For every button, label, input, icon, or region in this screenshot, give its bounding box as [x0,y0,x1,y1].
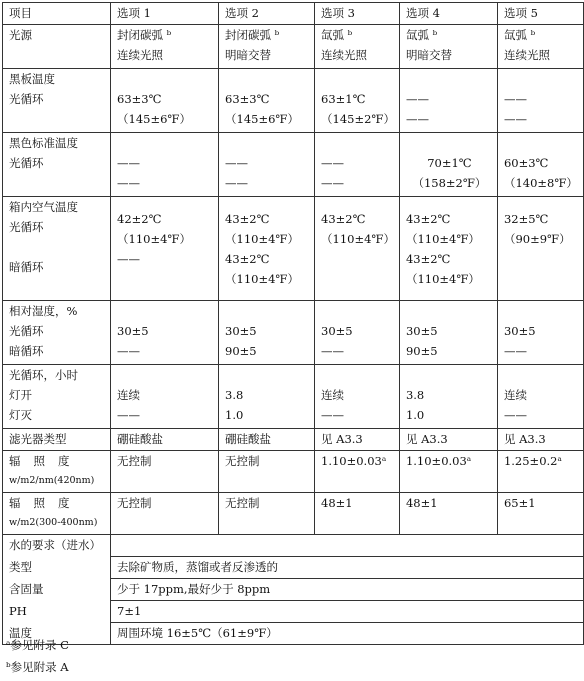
humidity-row [3,301,584,365]
irradiance-300-400-cell-4 [399,493,497,535]
filter-label: 滤光器类型 [9,432,67,446]
black-standard-3-line-2: —— [321,176,344,190]
header-option-4 [399,3,497,25]
chamber-air-cell-1 [111,197,219,301]
water-solids-label: 含固量 [9,581,44,596]
footnote-b: ᵇ参见附录 A [6,660,69,674]
black-standard-cell-1 [111,133,219,197]
humidity-cell-2 [219,301,315,365]
black-panel-cell-1 [111,69,219,133]
chamber-air-title: 箱内空气温度 [9,200,78,214]
water-solids-row [3,579,584,601]
irradiance-420-3-value: 1.10±0.03ᵃ [321,454,387,468]
header-item [3,3,111,25]
chamber-air-3-celsius: 43±2℃ [321,212,366,226]
humidity-3-light: 30±5 [321,324,353,338]
light-source-cell-3 [315,25,400,69]
irradiance-420-cell-5 [497,451,583,493]
humidity-5-dark: —— [503,344,527,358]
chamber-air-2-dark-fahrenheit: （110±4℉） [225,272,299,286]
irradiance-300-400-2-value: 无控制 [225,496,260,510]
black-standard-cell-5 [497,133,583,197]
black-standard-5-celsius: 60±3℃ [503,156,549,170]
black-standard-1-line-2: —— [117,176,140,190]
black-panel-1-celsius: 63±3℃ [117,92,162,106]
cycle-cell-5 [497,365,583,429]
black-panel-5-line-2: —— [503,112,527,126]
irradiance-420-2-value: 无控制 [225,454,260,468]
water-ph-label: PH [9,603,27,618]
chamber-air-cell-4 [399,197,497,301]
irradiance-300-400-cell-2 [219,493,315,535]
light-source-cell-4 [399,25,497,69]
humidity-2-light: 30±5 [225,324,257,338]
header-row [3,3,584,25]
water-temp-value: 周围环境 16±5℃（61±9℉） [117,626,278,640]
black-standard-4-celsius: 70±1℃ [427,156,472,170]
irradiance-420-cell-1 [111,451,219,493]
light-source-5-line-1: 氙弧 ᵇ [503,28,536,42]
chamber-air-1-celsius: 42±2℃ [117,212,162,226]
irradiance-300-400-4-value: 48±1 [405,496,438,510]
black-standard-sub: 光循环 [9,156,44,170]
humidity-sub-light: 光循环 [9,324,44,338]
black-standard-5-fahrenheit: （140±8℉） [503,176,578,190]
cycle-cell-1 [111,365,219,429]
black-panel-3-celsius: 63±1℃ [321,92,366,106]
chamber-air-cell-2 [219,197,315,301]
filter-cell-1 [111,429,219,451]
humidity-title: 相对湿度，% [9,304,78,318]
light-source-4-line-2: 明暗交替 [405,48,452,62]
chamber-air-4-dark-fahrenheit: （110±4℉） [405,272,480,286]
light-source-2-line-2: 明暗交替 [225,48,271,62]
chamber-air-2-light-fahrenheit: （110±4℉） [225,232,299,246]
humidity-cell-4 [399,301,497,365]
test-conditions-table [2,2,584,645]
irradiance-420-cell-3 [315,451,400,493]
header-option-5 [497,3,583,25]
chamber-air-cell-3 [315,197,400,301]
chamber-air-sub-light: 光循环 [9,220,44,234]
black-panel-cell-4 [399,69,497,133]
light-source-1-line-2: 连续光照 [117,48,163,62]
light-source-4-line-1: 氙弧 ᵇ [405,28,438,42]
humidity-sub-dark: 暗循环 [9,344,44,358]
black-standard-label-cell [3,133,111,197]
chamber-air-spacer [9,237,106,257]
header-option-3 [315,3,400,25]
light-source-5-line-2: 连续光照 [503,48,550,62]
light-source-cell-1 [111,25,219,69]
chamber-air-2-dark-celsius: 43±2℃ [225,252,270,266]
black-panel-4-line-1: —— [405,92,429,106]
irradiance-300-400-cell-5 [497,493,583,535]
cycle-sub-on: 灯开 [9,388,32,402]
black-panel-2-celsius: 63±3℃ [225,92,270,106]
water-type-label: 类型 [9,559,32,574]
black-panel-cell-5 [497,69,583,133]
water-ph-label-cell [3,601,111,623]
humidity-1-light: 30±5 [117,324,149,338]
black-standard-4-fahrenheit: （158±2℉） [412,176,487,190]
header-option-5-label: 选项 5 [503,6,538,20]
light-source-label: 光源 [9,28,32,42]
header-option-4-label: 选项 4 [405,6,440,20]
light-source-3-line-1: 氙弧 ᵇ [321,28,353,42]
cycle-3-on: 连续 [321,388,344,402]
footnotes [6,634,69,678]
cycle-1-off: —— [117,408,140,422]
chamber-air-5-fahrenheit: （90±9℉） [503,232,571,246]
humidity-2-dark: 90±5 [225,344,257,358]
chamber-air-2-light-celsius: 43±2℃ [225,212,270,226]
cycle-cell-2 [219,365,315,429]
header-option-3-label: 选项 3 [321,6,355,20]
water-title: 水的要求（进水） [9,538,101,552]
water-type-value-cell [111,557,584,579]
filter-cell-3 [315,429,400,451]
black-standard-cell-2 [219,133,315,197]
irradiance-420-5-value: 1.25±0.2ᵃ [503,454,562,468]
cycle-sub-off: 灯灭 [9,408,32,422]
chamber-air-1-dark: —— [117,252,140,266]
light-source-3-line-2: 连续光照 [321,48,367,62]
light-source-2-line-1: 封闭碳弧 ᵇ [225,28,280,42]
water-solids-value-cell [111,579,584,601]
irradiance-420-label: 辐照度 [9,454,83,468]
water-ph-value: 7±1 [117,604,142,618]
black-standard-2-line-1: —— [225,156,248,170]
irradiance-300-400-row [3,493,584,535]
cycle-5-on: 连续 [503,388,527,402]
black-panel-4-line-2: —— [405,112,429,126]
filter-4-value: 见 A3.3 [405,432,448,446]
black-standard-2-line-2: —— [225,176,248,190]
light-source-cell-5 [497,25,583,69]
black-panel-row [3,69,584,133]
humidity-3-dark: —— [321,344,344,358]
black-standard-1-line-1: —— [117,156,140,170]
black-standard-3-line-1: —— [321,156,344,170]
irradiance-420-row [3,451,584,493]
water-title-row [3,535,584,557]
black-panel-5-line-1: —— [503,92,527,106]
black-panel-2-fahrenheit: （145±6℉） [225,112,299,126]
irradiance-300-400-cell-1 [111,493,219,535]
chamber-air-4-light-fahrenheit: （110±4℉） [405,232,480,246]
irradiance-420-1-value: 无控制 [117,454,152,468]
cycle-title: 光循环，小时 [9,368,78,382]
water-ph-row [3,601,584,623]
cycle-3-off: —— [321,408,344,422]
water-title-blank [111,535,584,557]
filter-3-value: 见 A3.3 [321,432,363,446]
cycle-4-off: 1.0 [405,408,425,422]
irradiance-300-400-3-value: 48±1 [321,496,353,510]
filter-1-value: 硼硅酸盐 [117,432,163,446]
black-panel-cell-3 [315,69,400,133]
humidity-4-light: 30±5 [405,324,438,338]
cycle-2-off: 1.0 [225,408,244,422]
irradiance-300-400-label: 辐照度 [9,496,83,510]
black-panel-sub: 光循环 [9,92,44,106]
irradiance-420-cell-4 [399,451,497,493]
chamber-air-1-fahrenheit: （110±4℉） [117,232,191,246]
water-solids-label-cell [3,579,111,601]
light-source-cell-2 [219,25,315,69]
water-title-cell [3,535,111,557]
irradiance-300-400-unit: w/m2(300-400nm) [9,517,98,528]
cycle-4-on: 3.8 [405,388,425,402]
water-type-label-cell [3,557,111,579]
water-temp-row [3,623,584,645]
black-standard-cell-4 [399,133,497,197]
light-source-label-cell [3,25,111,69]
header-option-1-label: 选项 1 [117,6,151,20]
water-type-row [3,557,584,579]
irradiance-300-400-cell-3 [315,493,400,535]
irradiance-420-unit: w/m2/nm(420nm) [9,475,95,486]
header-option-2-label: 选项 2 [225,6,259,20]
humidity-1-dark: —— [117,344,140,358]
black-panel-title: 黑板温度 [9,72,55,86]
cycle-2-on: 3.8 [225,388,244,402]
chamber-air-row [3,197,584,301]
chamber-air-3-fahrenheit: （110±4℉） [321,232,395,246]
black-panel-3-fahrenheit: （145±2℉） [321,112,395,126]
chamber-air-5-celsius: 32±5℃ [503,212,549,226]
chamber-air-cell-5 [497,197,583,301]
header-item-label: 项目 [9,6,32,20]
humidity-label-cell [3,301,111,365]
cycle-cell-3 [315,365,400,429]
irradiance-300-400-label-cell [3,493,111,535]
filter-row [3,429,584,451]
header-option-1 [111,3,219,25]
chamber-air-label-cell [3,197,111,301]
water-solids-value: 少于 17ppm,最好少于 8ppm [117,582,271,596]
irradiance-300-400-5-value: 65±1 [503,496,536,510]
filter-cell-2 [219,429,315,451]
humidity-cell-5 [497,301,583,365]
black-panel-cell-2 [219,69,315,133]
water-type-value: 去除矿物质，蒸馏或者反渗透的 [117,560,278,574]
irradiance-420-cell-2 [219,451,315,493]
humidity-5-light: 30±5 [503,324,536,338]
cycle-5-off: —— [503,408,527,422]
water-temp-value-cell [111,623,584,645]
footnote-a: ᵃ参见附录 C [6,638,69,652]
humidity-4-dark: 90±5 [405,344,438,358]
header-option-2 [219,3,315,25]
filter-2-value: 硼硅酸盐 [225,432,271,446]
black-panel-1-fahrenheit: （145±6℉） [117,112,191,126]
humidity-cell-3 [315,301,400,365]
black-standard-title: 黑色标准温度 [9,136,78,150]
irradiance-300-400-1-value: 无控制 [117,496,152,510]
humidity-cell-1 [111,301,219,365]
irradiance-420-label-cell [3,451,111,493]
filter-cell-5 [497,429,583,451]
black-standard-row [3,133,584,197]
black-panel-label-cell [3,69,111,133]
filter-cell-4 [399,429,497,451]
chamber-air-sub-dark: 暗循环 [9,260,44,274]
water-temp-label: 温度 [9,625,32,640]
water-ph-value-cell [111,601,584,623]
filter-5-value: 见 A3.3 [503,432,546,446]
chamber-air-4-light-celsius: 43±2℃ [405,212,451,226]
cycle-row [3,365,584,429]
filter-label-cell [3,429,111,451]
cycle-label-cell [3,365,111,429]
chamber-air-4-dark-celsius: 43±2℃ [405,252,451,266]
cycle-1-on: 连续 [117,388,140,402]
irradiance-420-4-value: 1.10±0.03ᵃ [405,454,472,468]
black-standard-cell-3 [315,133,400,197]
cycle-cell-4 [399,365,497,429]
light-source-1-line-1: 封闭碳弧 ᵇ [117,28,172,42]
light-source-row [3,25,584,69]
